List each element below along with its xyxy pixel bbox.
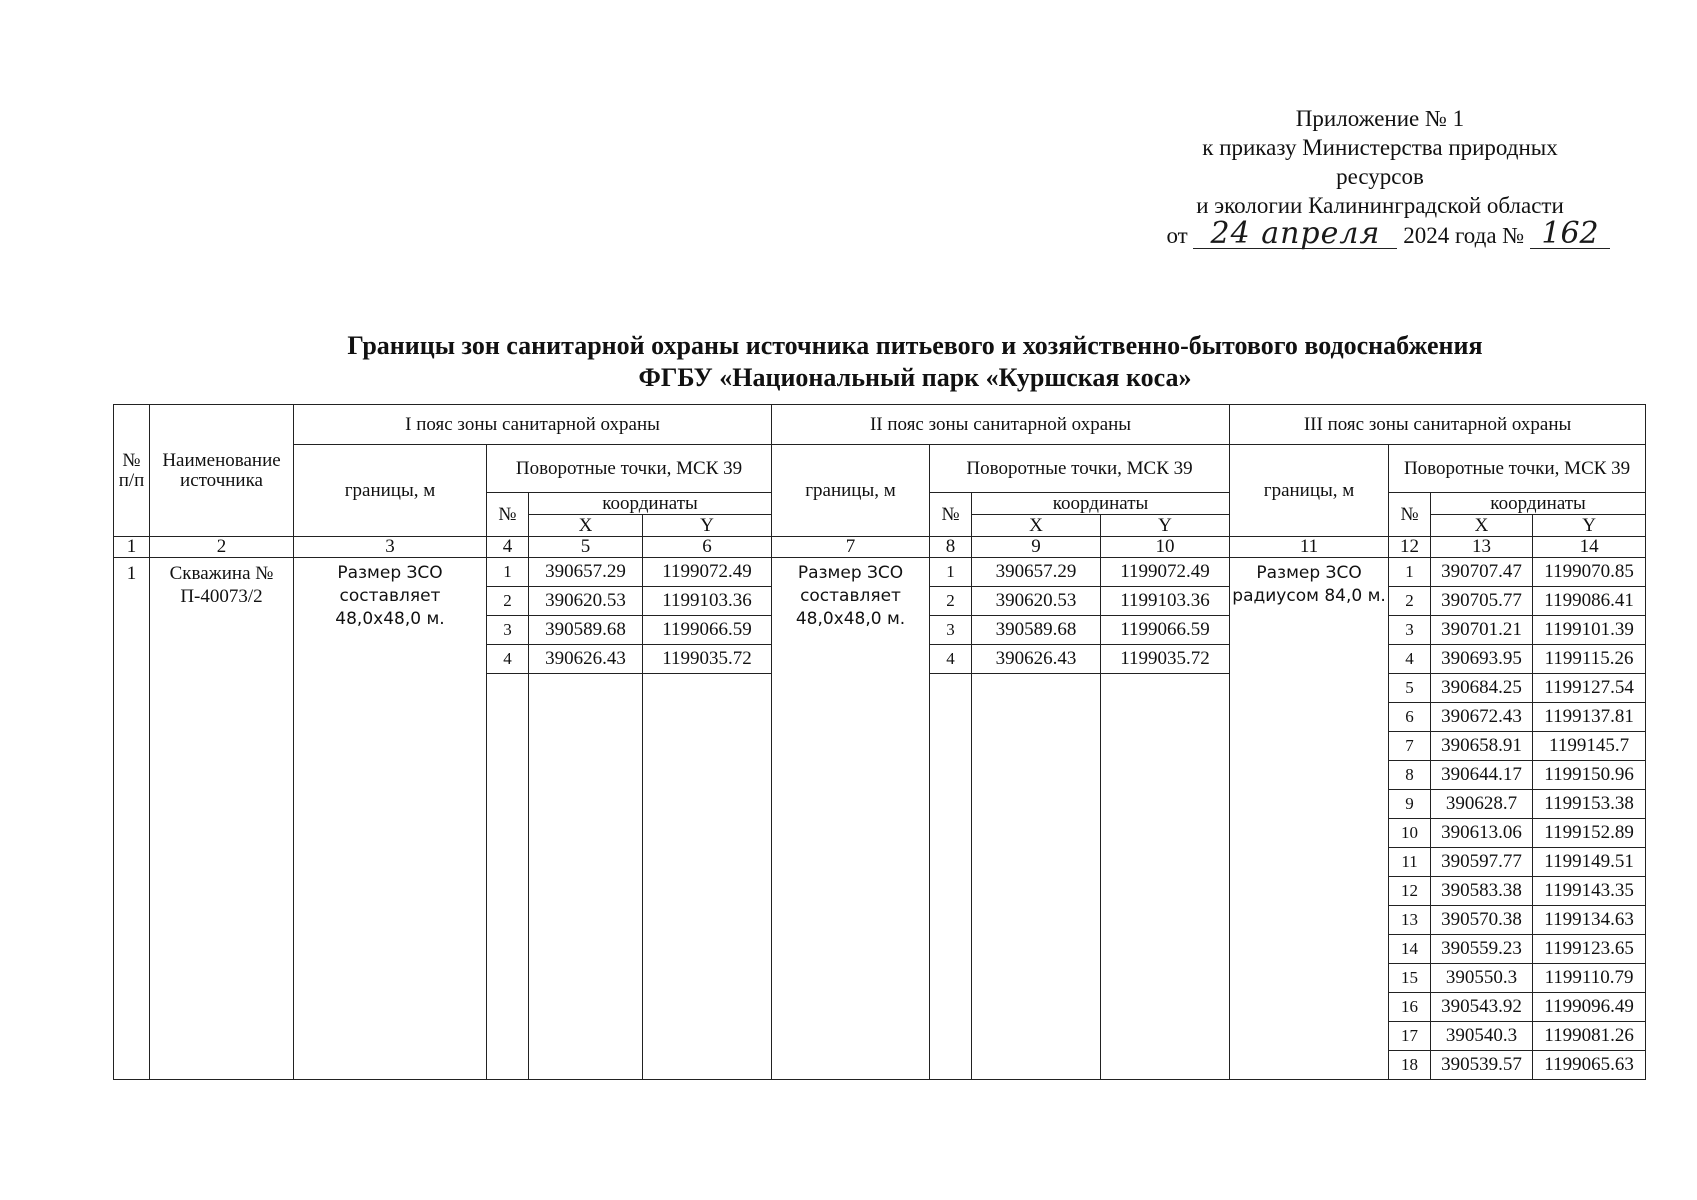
header-point-no-3: №	[1389, 493, 1431, 537]
coordinate-y: 1199096.49	[1533, 993, 1646, 1022]
point-number: 11	[1389, 848, 1431, 877]
coordinate-y: 1199134.63	[1533, 906, 1646, 935]
point-number: 12	[1389, 877, 1431, 906]
column-number: 11	[1230, 537, 1389, 558]
point-number: 1	[1389, 558, 1431, 587]
point-number: 15	[1389, 964, 1431, 993]
belt-3-boundary: Размер ЗСО радиусом 84,0 м.	[1230, 558, 1389, 1080]
coordinate-x: 390672.43	[1431, 703, 1533, 732]
coordinate-x: 390707.47	[1431, 558, 1533, 587]
approval-line-3: ресурсов	[1336, 164, 1424, 189]
coordinate-x: 390657.29	[529, 558, 643, 587]
coordinate-y: 1199086.41	[1533, 587, 1646, 616]
coordinate-y: 1199035.72	[1101, 645, 1230, 674]
empty-cell	[930, 674, 972, 1080]
header-point-no-1: №	[487, 493, 529, 537]
column-number: 10	[1101, 537, 1230, 558]
source-name: Скважина № П-40073/2	[150, 558, 294, 1080]
approval-line-4: и экологии Калининградской области	[1196, 193, 1564, 218]
coordinate-y: 1199149.51	[1533, 848, 1646, 877]
header-y-2: Y	[1101, 515, 1230, 537]
header-belt-2: II пояс зоны санитарной охраны	[772, 405, 1230, 445]
point-number: 7	[1389, 732, 1431, 761]
coordinate-y: 1199123.65	[1533, 935, 1646, 964]
coordinate-x: 390550.3	[1431, 964, 1533, 993]
coordinate-y: 1199152.89	[1533, 819, 1646, 848]
coordinate-x: 390559.23	[1431, 935, 1533, 964]
point-number: 9	[1389, 790, 1431, 819]
point-number: 10	[1389, 819, 1431, 848]
zso-table	[113, 404, 1646, 1080]
belt-2-boundary: Размер ЗСО составляет 48,0х48,0 м.	[772, 558, 930, 1080]
point-number: 18	[1389, 1051, 1431, 1080]
point-number: 3	[930, 616, 972, 645]
approval-line-2: к приказу Министерства природных	[1202, 135, 1558, 160]
header-x-1: X	[529, 515, 643, 537]
table-body	[114, 558, 1646, 1080]
handwritten-date: 24 апреля	[1193, 220, 1397, 249]
coordinate-x: 390628.7	[1431, 790, 1533, 819]
coordinate-y: 1199145.7	[1533, 732, 1646, 761]
header-x-2: X	[972, 515, 1101, 537]
coordinate-y: 1199150.96	[1533, 761, 1646, 790]
coordinate-x: 390693.95	[1431, 645, 1533, 674]
coordinate-x: 390597.77	[1431, 848, 1533, 877]
empty-cell	[529, 674, 643, 1080]
table-header	[114, 405, 1646, 558]
point-number: 4	[930, 645, 972, 674]
coordinate-y: 1199137.81	[1533, 703, 1646, 732]
empty-cell	[972, 674, 1101, 1080]
empty-cell	[1101, 674, 1230, 1080]
header-coordinates-2: координаты	[972, 493, 1230, 515]
header-turning-points-1: Поворотные точки, МСК 39	[487, 445, 772, 493]
column-number: 8	[930, 537, 972, 558]
point-number: 17	[1389, 1022, 1431, 1051]
approval-date-line	[1120, 216, 1640, 251]
coordinate-y: 1199072.49	[1101, 558, 1230, 587]
coordinate-y: 1199153.38	[1533, 790, 1646, 819]
column-number: 9	[972, 537, 1101, 558]
document-title	[110, 330, 1697, 394]
column-number: 12	[1389, 537, 1431, 558]
header-coordinates-1: координаты	[529, 493, 772, 515]
column-number: 6	[643, 537, 772, 558]
coordinate-x: 390583.38	[1431, 877, 1533, 906]
coordinate-y: 1199081.26	[1533, 1022, 1646, 1051]
approval-line-1: Приложение № 1	[1295, 106, 1465, 131]
coordinate-y: 1199103.36	[1101, 587, 1230, 616]
date-prefix: от	[1166, 223, 1188, 248]
header-coordinates-3: координаты	[1431, 493, 1646, 515]
title-line-1: Границы зон санитарной охраны источника питьевого и хозяйственно-бытового водоснабжения	[347, 331, 1483, 360]
point-number: 1	[487, 558, 529, 587]
coordinate-y: 1199115.26	[1533, 645, 1646, 674]
coordinate-y: 1199103.36	[643, 587, 772, 616]
column-number: 2	[150, 537, 294, 558]
header-boundaries-1: границы, м	[294, 445, 487, 537]
column-number: 1	[114, 537, 150, 558]
handwritten-order-number: 162	[1530, 220, 1610, 249]
year-text: 2024 года №	[1403, 223, 1525, 248]
coordinate-x: 390539.57	[1431, 1051, 1533, 1080]
empty-cell	[487, 674, 529, 1080]
point-number: 5	[1389, 674, 1431, 703]
point-number: 2	[487, 587, 529, 616]
header-boundaries-3: границы, м	[1230, 445, 1389, 537]
coordinate-y: 1199101.39	[1533, 616, 1646, 645]
point-number: 2	[1389, 587, 1431, 616]
header-y-3: Y	[1533, 515, 1646, 537]
point-number: 13	[1389, 906, 1431, 935]
point-number: 14	[1389, 935, 1431, 964]
column-number: 13	[1431, 537, 1533, 558]
point-number: 8	[1389, 761, 1431, 790]
coordinate-x: 390701.21	[1431, 616, 1533, 645]
approval-block	[1120, 104, 1640, 250]
coordinate-x: 390626.43	[972, 645, 1101, 674]
header-y-1: Y	[643, 515, 772, 537]
coordinate-x: 390589.68	[529, 616, 643, 645]
coordinate-y: 1199143.35	[1533, 877, 1646, 906]
coordinate-x: 390620.53	[529, 587, 643, 616]
point-number: 4	[1389, 645, 1431, 674]
point-number: 6	[1389, 703, 1431, 732]
point-number: 1	[930, 558, 972, 587]
header-source-name: Наименование источника	[150, 405, 294, 537]
header-belt-3: III пояс зоны санитарной охраны	[1230, 405, 1646, 445]
table-row	[114, 558, 1646, 587]
point-number: 16	[1389, 993, 1431, 1022]
header-turning-points-2: Поворотные точки, МСК 39	[930, 445, 1230, 493]
header-belt-1: I пояс зоны санитарной охраны	[294, 405, 772, 445]
header-point-no-2: №	[930, 493, 972, 537]
coordinate-x: 390613.06	[1431, 819, 1533, 848]
coordinate-x: 390658.91	[1431, 732, 1533, 761]
header-boundaries-2: границы, м	[772, 445, 930, 537]
column-number: 5	[529, 537, 643, 558]
coordinate-y: 1199072.49	[643, 558, 772, 587]
empty-cell	[643, 674, 772, 1080]
point-number: 2	[930, 587, 972, 616]
coordinate-y: 1199070.85	[1533, 558, 1646, 587]
coordinate-y: 1199066.59	[643, 616, 772, 645]
coordinate-x: 390705.77	[1431, 587, 1533, 616]
coordinate-x: 390644.17	[1431, 761, 1533, 790]
coordinate-x: 390620.53	[972, 587, 1101, 616]
column-number: 4	[487, 537, 529, 558]
title-line-2: ФГБУ «Национальный парк «Куршская коса»	[638, 363, 1192, 392]
row-number: 1	[114, 558, 150, 1080]
coordinate-x: 390570.38	[1431, 906, 1533, 935]
column-numbers-row	[114, 537, 1646, 558]
column-number: 7	[772, 537, 930, 558]
point-number: 4	[487, 645, 529, 674]
header-x-3: X	[1431, 515, 1533, 537]
belt-1-boundary: Размер ЗСО составляет 48,0х48,0 м.	[294, 558, 487, 1080]
coordinate-y: 1199110.79	[1533, 964, 1646, 993]
coordinate-y: 1199066.59	[1101, 616, 1230, 645]
coordinate-x: 390540.3	[1431, 1022, 1533, 1051]
header-turning-points-3: Поворотные точки, МСК 39	[1389, 445, 1646, 493]
coordinate-x: 390543.92	[1431, 993, 1533, 1022]
point-number: 3	[1389, 616, 1431, 645]
coordinate-y: 1199035.72	[643, 645, 772, 674]
coordinate-x: 390684.25	[1431, 674, 1533, 703]
coordinate-y: 1199127.54	[1533, 674, 1646, 703]
coordinate-x: 390626.43	[529, 645, 643, 674]
header-num: № п/п	[114, 405, 150, 537]
coordinate-x: 390589.68	[972, 616, 1101, 645]
coordinate-y: 1199065.63	[1533, 1051, 1646, 1080]
column-number: 14	[1533, 537, 1646, 558]
point-number: 3	[487, 616, 529, 645]
coordinate-x: 390657.29	[972, 558, 1101, 587]
column-number: 3	[294, 537, 487, 558]
